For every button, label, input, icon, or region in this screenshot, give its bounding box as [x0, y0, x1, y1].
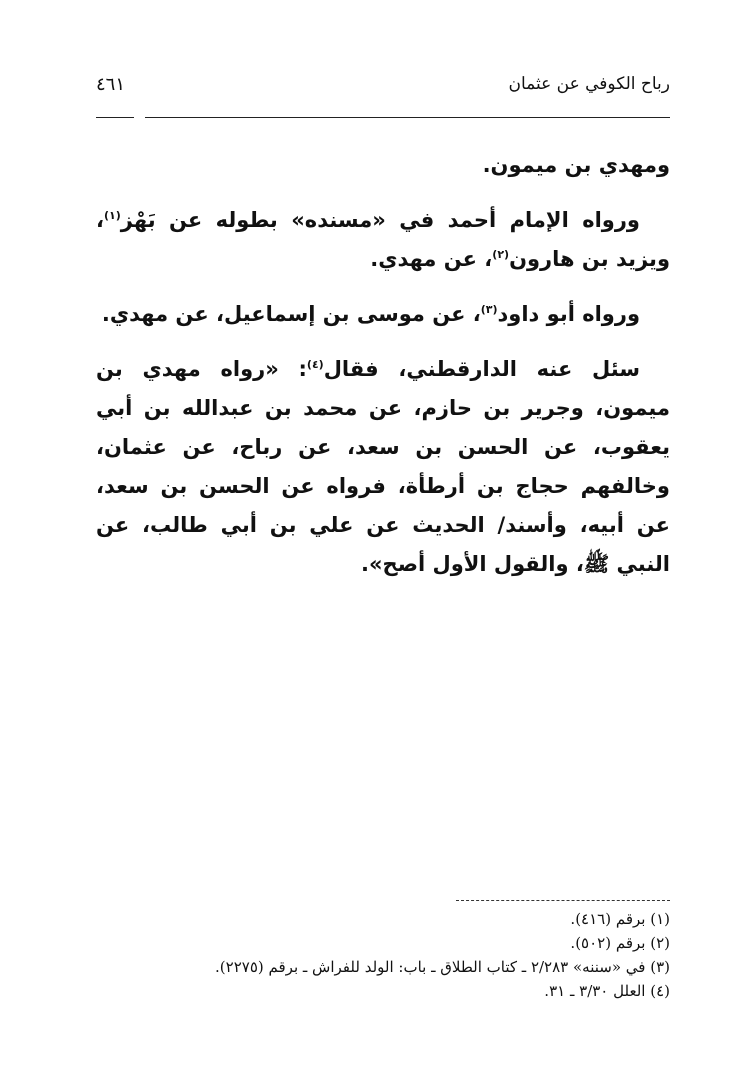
footnotes	[96, 907, 670, 1003]
running-title: رباح الكوفي عن عثمان	[508, 74, 670, 94]
paragraph-4-text-b: : «رواه مهدي بن ميمون، وجرير بن حازم، عن محمد بن عبدالله بن أبي يعقوب، عن الحسن بن سعد، عن رباح، عن عثمان، وخالفهم حجاج بن أرطأة، فرواه عن الحسن بن سعد، عن أبيه، وأسند/ الحديث عن علي بن أبي طالب، عن النبي ﷺ، والقول الأول أصح».	[96, 357, 670, 576]
page-header	[96, 68, 670, 108]
paragraph-1	[96, 146, 670, 185]
page-number: ٤٦١	[96, 74, 126, 95]
footnote-4: (٤) العلل ٣/٣٠ ـ ٣١.	[544, 982, 670, 1000]
footnote-ref-2[interactable]: (٢)	[492, 248, 510, 261]
footnote-ref-1[interactable]: (١)	[103, 209, 121, 222]
paragraph-3	[96, 295, 670, 334]
paragraph-2-text-c: ، عن مهدي.	[370, 247, 493, 271]
paragraph-3-text-a: ورواه أبو داود	[497, 302, 640, 326]
paragraph-4-text-a: سئل عنه الدارقطني، فقال	[323, 357, 640, 381]
main-text	[96, 146, 670, 600]
paragraph-2-text-b: ، ويزيد بن هارون	[96, 208, 670, 271]
paragraph-3-text-b: ، عن موسى بن إسماعيل، عن مهدي.	[101, 302, 481, 326]
paragraph-2	[96, 201, 670, 279]
paragraph-4	[96, 350, 670, 584]
footnote-ref-4[interactable]: (٤)	[306, 358, 324, 371]
footnote-3: (٣) في «سننه» ٢/٢٨٣ ـ كتاب الطلاق ـ باب: الولد للفراش ـ برقم (٢٢٧٥).	[215, 958, 670, 976]
footnote-2: (٢) برقم (٥٠٢).	[570, 934, 670, 952]
paragraph-2-text-a: ورواه الإمام أحمد في «مسنده» بطوله عن بَهْز	[120, 208, 640, 232]
paragraph-1-text: ومهدي بن ميمون.	[482, 153, 670, 177]
footnote-separator	[456, 900, 670, 901]
header-rule-short	[96, 117, 134, 118]
footnote-ref-3[interactable]: (٣)	[480, 303, 498, 316]
footnote-1: (١) برقم (٤١٦).	[570, 910, 670, 928]
header-rule	[145, 117, 670, 118]
